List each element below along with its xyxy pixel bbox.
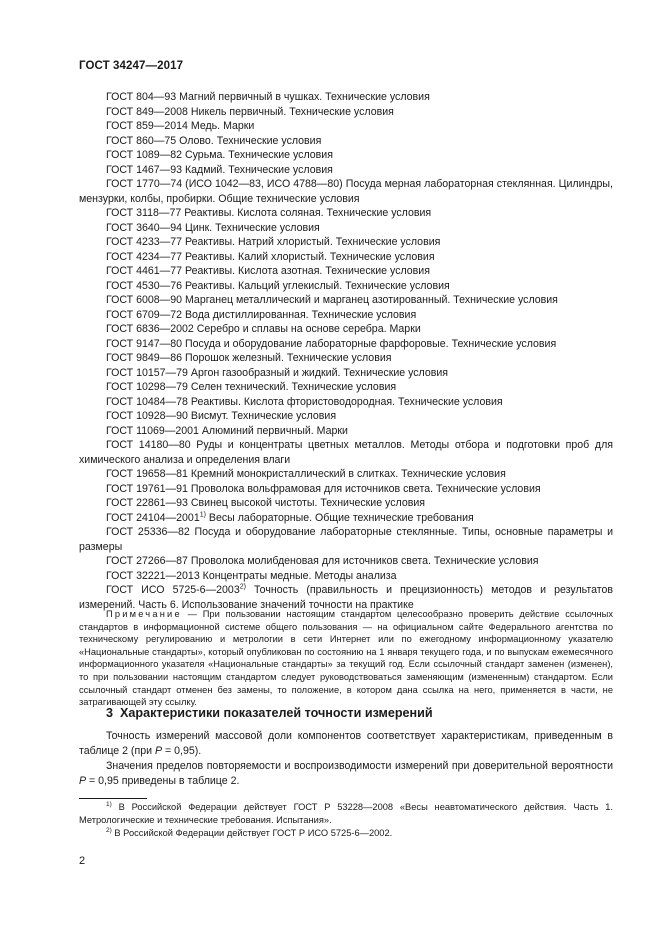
reference-item: ГОСТ 6709—72 Вода дистиллированная. Технические условия xyxy=(106,308,417,321)
variable-p: P xyxy=(79,775,87,787)
reference-item: ГОСТ 849—2008 Никель первичный. Технические условия xyxy=(106,105,394,118)
footnote-1 xyxy=(79,801,613,827)
footnote-marker: 1) xyxy=(199,510,206,518)
reference-item: ГОСТ 804—93 Магний первичный в чушках. Технические условия xyxy=(106,91,430,103)
reference-code: ГОСТ ИСО 5725-6—2003 xyxy=(106,584,240,596)
reference-item: ГОСТ 4234—77 Реактивы. Калий хлористый. Технические условия xyxy=(106,250,435,263)
reference-item: ГОСТ 19658—81 Кремний монокристаллический в слитках. Технические условия xyxy=(106,468,506,480)
reference-item: ГОСТ 10157—79 Аргон газообразный и жидкий. Технические условия xyxy=(106,366,449,379)
normative-references-list xyxy=(79,90,613,612)
reference-item: ГОСТ 6008—90 Марганец металлический и марганец азотированный. Технические условия xyxy=(106,294,558,306)
section-title-text: Характеристики показателей точности измерений xyxy=(120,706,433,720)
section-heading xyxy=(106,706,433,720)
reference-item: ГОСТ 860—75 Олово. Технические условия xyxy=(106,134,322,147)
reference-item: ГОСТ 3640—94 Цинк. Технические условия xyxy=(106,221,320,234)
reference-item: ГОСТ 859—2014 Медь. Марки xyxy=(106,120,255,132)
reference-item: ГОСТ 1467—93 Кадмий. Технические условия xyxy=(106,163,333,176)
variable-p: P xyxy=(154,745,163,757)
footnote-marker: 2) xyxy=(106,826,112,834)
reference-item: ГОСТ 9849—86 Порошок железный. Технические условия xyxy=(106,352,392,364)
reference-item: ГОСТ 3118—77 Реактивы. Кислота соляная. Технические условия xyxy=(106,207,432,219)
paragraph-accuracy: Точность измерений массовой доли компонентов соответствует характеристикам, приведенным в таблице 2 (при P = 0,95). xyxy=(79,730,613,757)
reference-item: ГОСТ 32221—2013 Концентраты медные. Методы анализа xyxy=(106,569,397,582)
reference-item: ГОСТ 9147—80 Посуда и оборудование лабораторные фарфоровые. Технические условия xyxy=(106,337,557,350)
reference-item: ГОСТ 6836—2002 Серебро и сплавы на основе серебра. Марки xyxy=(106,323,421,335)
page-number: 2 xyxy=(79,855,86,867)
footnote-marker: 2) xyxy=(239,583,246,591)
reference-code: ГОСТ 24104—2001 xyxy=(106,511,200,524)
note-text: — При пользовании настоящим стандартом целесообразно проверить действие ссылочных стандартов в информационной системе общего пользования — на официальном сайте Федерального агентства по техническому регулированию и метрологии в сети Интернет или по ежегодному информационному указателю «Национальные стандарты», который опубликован по состоянию на 1 января текущего года, и по выпускам ежемесячного информационного указателя «Национальные стандарты» за текущий год. Если ссылочный стандарт заменен (изменен), то при пользовании настоящим стандартом следует руководствоваться заменяющим (измененным) стандартом. Если ссылочный стандарт отменен без замены, то положение, в котором дана ссылка на него, применяется в части, не затрагивающей эту ссылку. xyxy=(79,609,613,708)
page-header: ГОСТ 34247—2017 xyxy=(79,60,184,72)
reference-item: ГОСТ 10484—78 Реактивы. Кислота фтористоводородная. Технические условия xyxy=(106,395,503,408)
reference-item: ГОСТ 4461—77 Реактивы. Кислота азотная. Технические условия xyxy=(106,265,430,277)
reference-item: ГОСТ 10928—90 Висмут. Технические условия xyxy=(106,410,337,422)
reference-title: Весы лабораторные. Общие технические требования xyxy=(205,511,474,524)
footnote-separator xyxy=(79,798,147,799)
reference-item: ГОСТ 19761—91 Проволока вольфрамовая для источников света. Технические условия xyxy=(106,482,541,495)
reference-item: ГОСТ 22861—93 Свинец высокой чистоты. Технические условия xyxy=(106,497,426,509)
reference-item: ГОСТ 25336—82 Посуда и оборудование лабораторные стеклянные. Типы, основные параметры и размеры xyxy=(79,526,613,553)
reference-item-24104 xyxy=(79,511,613,526)
reference-item: ГОСТ 11069—2001 Алюминий первичный. Марки xyxy=(106,424,348,437)
footnote-text: В Российской Федерации действует ГОСТ Р ИСО 5725-6—2002. xyxy=(111,827,393,838)
reference-item: ГОСТ 27266—87 Проволока молибденовая для источников света. Технические условия xyxy=(106,555,539,567)
reference-item: ГОСТ 10298—79 Селен технический. Технические условия xyxy=(106,381,397,393)
footnote-marker: 1) xyxy=(106,800,112,808)
reference-item: ГОСТ 4530—76 Реактивы. Кальций углекислый. Технические условия xyxy=(106,279,450,292)
section-number: 3 xyxy=(106,706,114,720)
footnotes xyxy=(79,801,613,839)
reference-title: Точность (правильность и прецизионность) методов и результатов измерений. Часть 6. Использование значений точности на практике xyxy=(79,584,613,611)
reference-item: ГОСТ 1770—74 (ИСО 1042—83, ИСО 4788—80) Посуда мерная лабораторная стеклянная. Цилиндры, мензурки, колбы, пробирки. Общие технические условия xyxy=(79,178,613,205)
reference-item: ГОСТ 14180—80 Руды и концентраты цветных металлов. Методы отбора и подготовки проб для химического анализа и определения влаги xyxy=(79,439,613,466)
note-label: Примечание xyxy=(106,609,182,619)
section-body xyxy=(79,729,613,789)
footnote-2 xyxy=(79,827,613,840)
paragraph-limits: Значения пределов повторяемости и воспроизводимости измерений при доверительной вероятности P = 0,95 приведены в таблице 2. xyxy=(79,760,613,787)
footnote-text: В Российской Федерации действует ГОСТ Р 53228—2008 «Весы неавтоматического действия. Часть 1. Метрологические и технические требования. Испытания». xyxy=(79,802,613,825)
reference-item: ГОСТ 1089—82 Сурьма. Технические условия xyxy=(106,149,333,161)
references-note xyxy=(79,608,613,709)
reference-item: ГОСТ 4233—77 Реактивы. Натрий хлористый. Технические условия xyxy=(106,236,441,248)
